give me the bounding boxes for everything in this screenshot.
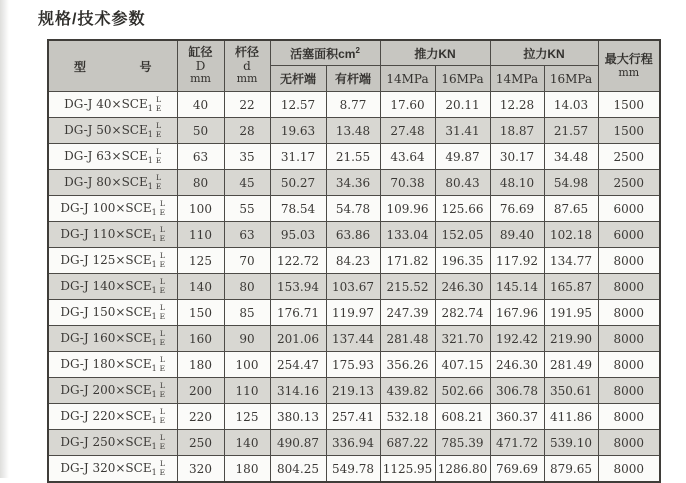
model-suffix-top: L [156,147,162,157]
area-rodless-cell: 314.16 [270,378,326,404]
model-suffix-bottom: E [159,337,166,347]
model-suffix-stack [160,434,165,451]
area-rodless-cell: 122.72 [270,248,326,274]
pull-16mpa-cell: 879.65 [544,456,598,483]
spec-table [47,39,661,483]
area-rod-cell: 175.93 [326,352,380,378]
model-cell [48,92,177,118]
rod-cell: 140 [224,430,270,456]
model-suffix-top: L [156,173,162,183]
pull-16mpa-cell: 165.87 [544,274,598,300]
model-suffix-stack [160,252,165,269]
page-edge-shading [0,0,9,478]
model-text: DG-J 160×SCE [60,331,152,345]
push-14mpa-cell: 247.39 [380,300,435,326]
model-text: DG-J 40×SCE [64,97,148,111]
table-row [48,378,660,404]
model-suffix-bottom: E [159,389,166,399]
pull-16mpa-cell: 102.18 [544,222,598,248]
bore-symbol: D [195,58,206,73]
area-rodless-cell: 380.13 [270,404,326,430]
pull-14mpa-cell: 48.10 [490,170,544,196]
pull-14mpa-cell: 145.14 [490,274,544,300]
model-text: DG-J 125×SCE [60,253,152,267]
push-16mpa-cell: 282.74 [435,300,490,326]
model-suffix-stack [160,278,165,295]
model-suffix-bottom: E [159,207,166,217]
model-suffix-bottom: E [159,415,166,425]
col-header-pull-16mpa: 16MPa [544,66,598,92]
model-suffix-stack [156,96,161,113]
model-cell [48,456,177,483]
model-cell [48,196,177,222]
bore-cell: 160 [177,326,224,352]
model-cell [48,326,177,352]
push-14mpa-cell: 43.64 [380,144,435,170]
area-rodless-cell: 490.87 [270,430,326,456]
push-14mpa-cell: 281.48 [380,326,435,352]
model-suffix-bottom: E [159,363,166,373]
push-16mpa-cell: 196.35 [435,248,490,274]
pull-14mpa-cell: 76.69 [490,196,544,222]
model-suffix-bottom: E [159,467,166,477]
max-stroke-cell: 6000 [598,222,660,248]
pull-14mpa-cell: 30.17 [490,144,544,170]
model-suffix-top: L [159,225,165,235]
rod-cell: 100 [224,352,270,378]
area-rodless-cell: 50.27 [270,170,326,196]
push-16mpa-cell: 246.30 [435,274,490,300]
model-suffix-top: L [156,95,162,105]
table-row [48,404,660,430]
table-row [48,352,660,378]
table-header [48,40,660,92]
model-suffix-stack [160,330,165,347]
push-16mpa-cell: 502.66 [435,378,490,404]
pull-16mpa-cell: 87.65 [544,196,598,222]
table-row [48,196,660,222]
push-16mpa-cell: 20.11 [435,92,490,118]
col-header-push-16mpa: 16MPa [435,66,490,92]
max-stroke-unit: mm [618,65,640,79]
max-stroke-cell: 2500 [598,144,660,170]
max-stroke-cell: 8000 [598,300,660,326]
rod-cell: 180 [224,456,270,483]
model-subscript: 1 [151,390,157,400]
model-cell [48,404,177,430]
pull-14mpa-cell: 167.96 [490,300,544,326]
rod-cell: 85 [224,300,270,326]
col-header-max-stroke [598,40,660,92]
rod-cell: 110 [224,378,270,404]
pull-14mpa-cell: 192.42 [490,326,544,352]
model-cell [48,300,177,326]
bore-cell: 220 [177,404,224,430]
pull-14mpa-cell: 769.69 [490,456,544,483]
area-rod-cell: 21.55 [326,144,380,170]
model-suffix-top: L [159,381,165,391]
pull-16mpa-cell: 14.03 [544,92,598,118]
header-row-top [48,40,660,66]
area-rod-cell: 63.86 [326,222,380,248]
model-cell [48,144,177,170]
model-cell [48,352,177,378]
rod-label-cn: 杆径 [234,45,259,60]
push-16mpa-cell: 152.05 [435,222,490,248]
model-text: DG-J 50×SCE [64,123,148,137]
max-stroke-cell: 8000 [598,404,660,430]
model-suffix-stack [160,200,165,217]
table-row [48,248,660,274]
model-suffix-bottom: E [159,285,166,295]
model-suffix-bottom: E [155,129,162,139]
area-rodless-cell: 31.17 [270,144,326,170]
push-14mpa-cell: 171.82 [380,248,435,274]
area-rodless-cell: 804.25 [270,456,326,483]
push-16mpa-cell: 125.66 [435,196,490,222]
rod-cell: 22 [224,92,270,118]
model-suffix-top: L [156,121,162,131]
bore-cell: 150 [177,300,224,326]
table-row [48,456,660,483]
max-stroke-cell: 8000 [598,430,660,456]
push-16mpa-cell: 785.39 [435,430,490,456]
model-suffix-top: L [159,199,165,209]
model-cell [48,170,177,196]
max-stroke-cell: 1500 [598,92,660,118]
model-suffix-top: L [159,303,165,313]
area-rodless-cell: 201.06 [270,326,326,352]
bore-cell: 200 [177,378,224,404]
rod-cell: 63 [224,222,270,248]
area-rod-cell: 13.48 [326,118,380,144]
col-header-model [48,40,177,92]
model-suffix-stack [160,304,165,321]
model-suffix-bottom: E [155,155,162,165]
max-stroke-cell: 8000 [598,378,660,404]
model-subscript: 1 [151,338,157,348]
bore-unit: mm [190,72,211,86]
model-cell [48,222,177,248]
model-suffix-stack [160,382,165,399]
max-stroke-cell: 8000 [598,274,660,300]
rod-cell: 90 [224,326,270,352]
area-rod-cell: 84.23 [326,248,380,274]
model-text: DG-J 200×SCE [60,383,152,397]
push-14mpa-cell: 27.48 [380,118,435,144]
model-text: DG-J 150×SCE [60,305,152,319]
push-16mpa-cell: 407.15 [435,352,490,378]
model-text: DG-J 110×SCE [60,227,152,241]
model-cell [48,378,177,404]
model-subscript: 1 [151,416,157,426]
model-subscript: 1 [147,156,153,166]
col-header-rodless-end: 无杆端 [270,66,326,92]
push-14mpa-cell: 1125.95 [380,456,435,483]
pull-14mpa-cell: 360.37 [490,404,544,430]
table-row [48,300,660,326]
push-14mpa-cell: 356.26 [380,352,435,378]
page-title: 规格/技术参数 [38,11,146,28]
area-rod-cell: 8.77 [326,92,380,118]
table-row [48,274,660,300]
push-14mpa-cell: 439.82 [380,378,435,404]
model-suffix-top: L [159,407,165,417]
rod-cell: 45 [224,170,270,196]
pull-14mpa-cell: 471.72 [490,430,544,456]
model-suffix-stack [156,148,161,165]
push-16mpa-cell: 608.21 [435,404,490,430]
push-16mpa-cell: 49.87 [435,144,490,170]
pull-16mpa-cell: 350.61 [544,378,598,404]
piston-area-superscript: 2 [355,45,360,55]
bore-cell: 125 [177,248,224,274]
model-text: DG-J 100×SCE [60,201,152,215]
rod-unit: mm [236,72,258,86]
model-cell [48,118,177,144]
area-rod-cell: 257.41 [326,404,380,430]
model-suffix-stack [160,460,165,477]
model-cell [48,248,177,274]
area-rodless-cell: 95.03 [270,222,326,248]
model-suffix-bottom: E [159,441,166,451]
area-rodless-cell: 254.47 [270,352,326,378]
pull-16mpa-cell: 281.49 [544,352,598,378]
model-suffix-stack [156,122,161,139]
push-14mpa-cell: 17.60 [380,92,435,118]
model-suffix-bottom: E [155,103,162,113]
model-subscript: 1 [151,260,157,270]
model-subscript: 1 [151,234,157,244]
model-suffix-bottom: E [159,259,166,269]
model-text: DG-J 180×SCE [60,357,152,371]
pull-16mpa-cell: 134.77 [544,248,598,274]
pull-14mpa-cell: 18.87 [490,118,544,144]
max-stroke-cell: 8000 [598,248,660,274]
rod-cell: 55 [224,196,270,222]
area-rod-cell: 219.13 [326,378,380,404]
model-subscript: 1 [151,208,157,218]
bore-label-cn: 缸径 [188,45,213,60]
model-suffix-stack [160,226,165,243]
area-rod-cell: 34.36 [326,170,380,196]
area-rod-cell: 119.97 [326,300,380,326]
max-stroke-cell: 8000 [598,352,660,378]
pull-16mpa-cell: 21.57 [544,118,598,144]
table-row [48,170,660,196]
max-stroke-cell: 6000 [598,196,660,222]
push-14mpa-cell: 109.96 [380,196,435,222]
rod-cell: 70 [224,248,270,274]
bore-cell: 100 [177,196,224,222]
model-suffix-bottom: E [159,233,166,243]
pull-16mpa-cell: 539.10 [544,430,598,456]
bore-cell: 110 [177,222,224,248]
push-14mpa-cell: 687.22 [380,430,435,456]
table-body [48,92,660,483]
max-stroke-cell: 8000 [598,326,660,352]
table-row [48,222,660,248]
pull-14mpa-cell: 246.30 [490,352,544,378]
bore-cell: 250 [177,430,224,456]
col-header-push-force: 推力KN [380,40,490,66]
table-row [48,118,660,144]
area-rod-cell: 137.44 [326,326,380,352]
col-header-piston-area [270,40,380,66]
area-rod-cell: 336.94 [326,430,380,456]
model-text: DG-J 63×SCE [64,149,148,163]
pull-14mpa-cell: 117.92 [490,248,544,274]
rod-symbol: d [243,58,251,73]
model-suffix-bottom: E [155,181,162,191]
col-header-rod-end: 有杆端 [326,66,380,92]
model-header-char-left: 型 [74,59,87,74]
rod-cell: 125 [224,404,270,430]
model-text: DG-J 320×SCE [60,461,152,475]
pull-16mpa-cell: 219.90 [544,326,598,352]
model-header-char-right: 号 [139,59,152,74]
model-suffix-top: L [159,459,165,469]
model-subscript: 1 [147,182,153,192]
max-stroke-cell: 1500 [598,118,660,144]
push-16mpa-cell: 31.41 [435,118,490,144]
push-14mpa-cell: 215.52 [380,274,435,300]
max-stroke-cell: 8000 [598,456,660,483]
model-suffix-top: L [159,433,165,443]
model-suffix-bottom: E [159,311,166,321]
model-text: DG-J 80×SCE [64,175,148,189]
pull-16mpa-cell: 191.95 [544,300,598,326]
push-16mpa-cell: 80.43 [435,170,490,196]
bore-cell: 40 [177,92,224,118]
area-rodless-cell: 153.94 [270,274,326,300]
pull-14mpa-cell: 12.28 [490,92,544,118]
bore-cell: 140 [177,274,224,300]
area-rod-cell: 549.78 [326,456,380,483]
model-suffix-stack [160,408,165,425]
col-header-pull-14mpa: 14MPa [490,66,544,92]
model-cell [48,430,177,456]
bore-cell: 63 [177,144,224,170]
col-header-pull-force: 拉力KN [490,40,598,66]
col-header-bore [177,40,224,92]
push-16mpa-cell: 1286.80 [435,456,490,483]
model-subscript: 1 [151,312,157,322]
pull-16mpa-cell: 34.48 [544,144,598,170]
model-subscript: 1 [151,364,157,374]
area-rodless-cell: 19.63 [270,118,326,144]
model-subscript: 1 [147,130,153,140]
bore-cell: 320 [177,456,224,483]
model-suffix-top: L [159,355,165,365]
model-subscript: 1 [147,104,153,114]
model-text: DG-J 140×SCE [60,279,152,293]
pull-16mpa-cell: 411.86 [544,404,598,430]
pull-16mpa-cell: 54.98 [544,170,598,196]
area-rodless-cell: 12.57 [270,92,326,118]
piston-area-label: 活塞面积cm [290,46,356,61]
model-text: DG-J 250×SCE [60,435,152,449]
area-rod-cell: 54.78 [326,196,380,222]
model-suffix-top: L [159,329,165,339]
rod-cell: 28 [224,118,270,144]
table-row [48,430,660,456]
table-row [48,92,660,118]
pull-14mpa-cell: 89.40 [490,222,544,248]
area-rodless-cell: 176.71 [270,300,326,326]
model-subscript: 1 [151,468,157,478]
max-stroke-cell: 2500 [598,170,660,196]
model-subscript: 1 [151,286,157,296]
bore-cell: 80 [177,170,224,196]
model-suffix-top: L [159,251,165,261]
col-header-rod [224,40,270,92]
push-16mpa-cell: 321.70 [435,326,490,352]
area-rodless-cell: 78.54 [270,196,326,222]
max-stroke-label: 最大行程 [604,52,653,67]
model-text: DG-J 220×SCE [60,409,152,423]
rod-cell: 35 [224,144,270,170]
push-14mpa-cell: 532.18 [380,404,435,430]
model-suffix-top: L [159,277,165,287]
model-suffix-stack [160,356,165,373]
col-header-push-14mpa: 14MPa [380,66,435,92]
table-row [48,326,660,352]
bore-cell: 180 [177,352,224,378]
model-cell [48,274,177,300]
area-rod-cell: 103.67 [326,274,380,300]
push-14mpa-cell: 133.04 [380,222,435,248]
push-14mpa-cell: 70.38 [380,170,435,196]
rod-cell: 80 [224,274,270,300]
model-subscript: 1 [151,442,157,452]
model-suffix-stack [156,174,161,191]
pull-14mpa-cell: 306.78 [490,378,544,404]
table-row [48,144,660,170]
bore-cell: 50 [177,118,224,144]
